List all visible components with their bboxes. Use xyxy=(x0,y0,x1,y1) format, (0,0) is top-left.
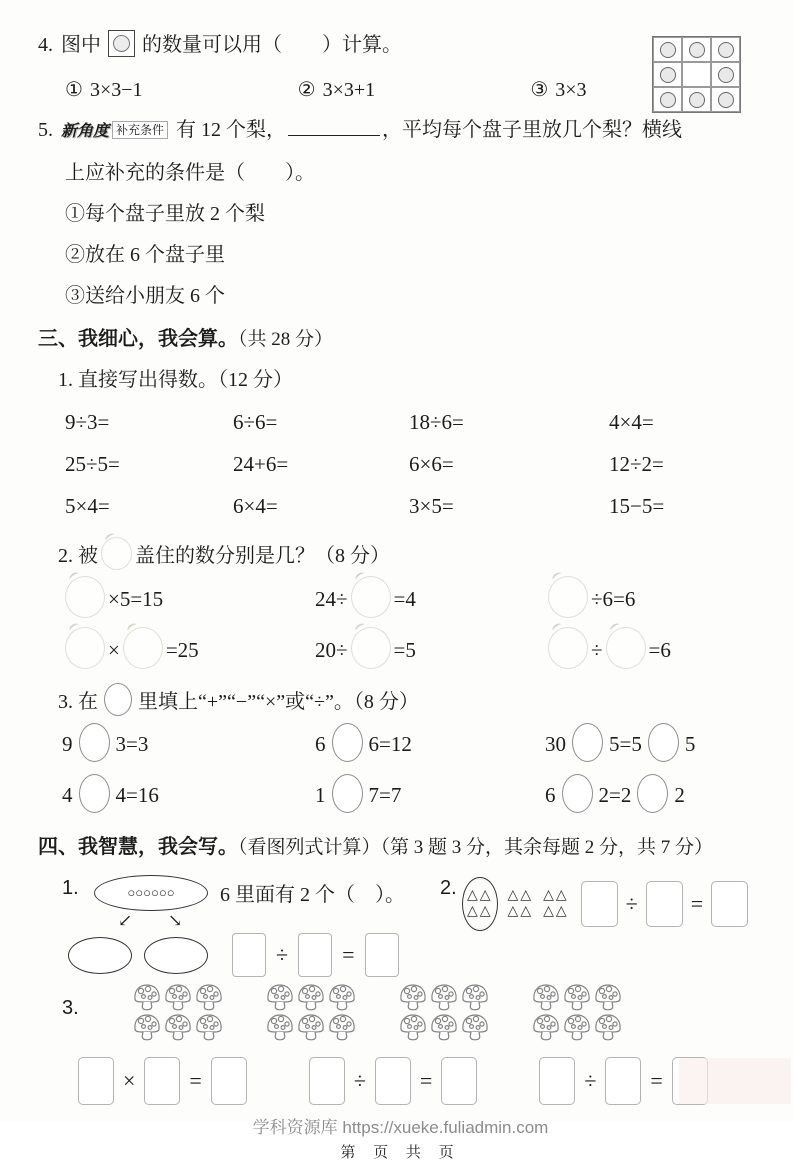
eq-text: 20÷ xyxy=(315,637,348,662)
eq-text: =4 xyxy=(393,586,416,611)
q1-caption: 6 里面有 2 个（ ）。 xyxy=(220,884,405,906)
answer-box xyxy=(605,1057,641,1105)
mushroom-icon xyxy=(194,983,224,1011)
covered-eq-4 xyxy=(62,627,315,669)
mushroom-icon xyxy=(593,1013,623,1041)
op-eq-2 xyxy=(315,723,545,762)
new-angle-tag: 新角度 xyxy=(61,123,110,140)
small-circle-icon: ○ xyxy=(166,885,175,900)
equals-sign: = xyxy=(690,891,704,916)
triangle-group: △△ △△ xyxy=(507,888,534,919)
option-2 xyxy=(298,76,531,104)
mushroom-icon xyxy=(531,1013,561,1041)
picture-problem-1 xyxy=(62,875,434,981)
eq-text: 24÷ xyxy=(315,586,348,611)
answer-box xyxy=(144,1057,180,1105)
section-3-score: （共 28 分） xyxy=(238,329,334,350)
peach-icon xyxy=(548,576,588,618)
circle-counter-icon xyxy=(718,42,734,58)
eq-text: 5 xyxy=(684,732,696,756)
small-circle-icon: ○ xyxy=(135,885,144,900)
question-5-option-2: ②放在 6 个盘子里 xyxy=(65,244,225,266)
answer-box xyxy=(441,1057,477,1105)
circle-counter-icon xyxy=(660,67,676,83)
mushroom-icon xyxy=(163,983,193,1011)
answer-box xyxy=(78,1057,114,1105)
question-4-text-before: 图中 xyxy=(61,34,101,56)
section-3-q3-title xyxy=(58,683,763,717)
q1-number: 1. xyxy=(62,877,79,899)
arith-cell: 6×4= xyxy=(233,494,278,518)
eq-text: =25 xyxy=(165,637,199,662)
q3-equations xyxy=(78,1057,763,1105)
q2-number: 2. xyxy=(440,877,457,899)
circle-counter-icon xyxy=(660,42,676,58)
triangle-groups xyxy=(462,877,569,931)
arithmetic-grid xyxy=(65,401,763,527)
arith-cell: 4×4= xyxy=(609,410,654,434)
small-circle-icon: ○ xyxy=(143,885,151,900)
watermark-text: 学科资源库 https://xueke.fuliadmin.com xyxy=(252,1118,549,1137)
section-3-header xyxy=(38,324,763,355)
operator-circle-icon xyxy=(562,774,593,813)
mushroom-icon xyxy=(562,1013,592,1041)
question-5-number: 5. xyxy=(38,119,53,141)
eq-text: 30 xyxy=(545,732,566,756)
arith-cell: 6×6= xyxy=(409,452,454,476)
covered-eq-5 xyxy=(315,627,545,669)
section-3-q2-title xyxy=(58,537,763,571)
times-operator: × xyxy=(123,1068,136,1093)
question-5-line-2: 上应补充的条件是（ ）。 xyxy=(65,162,315,184)
covered-number-row-2 xyxy=(62,622,763,673)
circle-counter-icon xyxy=(718,67,734,83)
peach-icon xyxy=(351,576,391,618)
section-4-q1-q2 xyxy=(62,875,763,981)
grid-cell xyxy=(653,62,682,87)
grid-cell xyxy=(711,37,740,62)
circle-counter-icon xyxy=(689,92,705,108)
mushroom-icon xyxy=(265,1013,295,1041)
q3-equation-2 xyxy=(309,1057,478,1105)
peach-icon xyxy=(65,576,105,618)
small-circle-icon: ○ xyxy=(158,885,167,900)
arith-cell: 9÷3= xyxy=(65,410,110,434)
mushroom-icon xyxy=(460,983,490,1011)
eq-text: 1 xyxy=(315,783,326,807)
equals-sign: = xyxy=(189,1068,202,1093)
divide-operator: ÷ xyxy=(625,891,638,916)
q2-title-post: 盖住的数分别是几？（8 分） xyxy=(135,545,390,567)
operator-circle-icon xyxy=(572,723,603,762)
question-5-text-b: ，平均每个盘子里放几个梨？横线 xyxy=(382,119,683,141)
eq-text: 6 xyxy=(315,732,326,756)
option-1 xyxy=(65,76,298,104)
mushroom-group xyxy=(531,983,624,1041)
eq-text: ×5=15 xyxy=(108,586,164,611)
arith-cell: 18÷6= xyxy=(409,410,464,434)
page-number-footer: 第 页 共 页 xyxy=(340,1145,461,1161)
grid-cell xyxy=(682,37,711,62)
empty-oval xyxy=(68,937,132,974)
question-5-option-1: ①每个盘子里放 2 个梨 xyxy=(65,203,265,225)
arith-cell: 15−5= xyxy=(609,494,665,518)
equals-sign: = xyxy=(342,942,355,967)
eq-text: =5 xyxy=(393,637,416,662)
mushroom-icon xyxy=(531,983,561,1011)
eq-text: 4 xyxy=(62,783,73,807)
eq-text: 4=16 xyxy=(115,783,159,807)
option-2-expr: 3×3+1 xyxy=(322,79,376,101)
question-5-option-3: ③送给小朋友 6 个 xyxy=(65,285,225,307)
answer-box xyxy=(711,881,748,927)
section-4-header xyxy=(38,832,763,863)
triangle-group: △△ △△ xyxy=(543,888,569,919)
operator-circle-icon xyxy=(79,723,110,762)
answer-box xyxy=(309,1057,345,1105)
q2-equation xyxy=(581,881,749,927)
arrow-down-right-icon: ↘ xyxy=(168,911,183,930)
covered-eq-3 xyxy=(545,576,763,618)
circle-counter-icon xyxy=(718,92,734,108)
operator-fill-row-2 xyxy=(62,768,763,819)
question-5-text-a: 有 12 个梨， xyxy=(176,119,287,141)
op-eq-6 xyxy=(545,774,763,813)
answer-box xyxy=(375,1057,411,1105)
answer-box xyxy=(211,1057,247,1105)
mushroom-icon xyxy=(460,1013,490,1041)
covered-eq-2 xyxy=(315,576,545,618)
eq-text: 6=12 xyxy=(368,732,412,756)
op-eq-1 xyxy=(62,723,315,762)
section-3-q1-title: 1. 直接写出得数。（12 分） xyxy=(58,369,293,391)
divide-operator: ÷ xyxy=(584,1068,597,1093)
eq-text: 2=2 xyxy=(598,783,632,807)
eq-text: =6 xyxy=(648,637,671,662)
grid-cell xyxy=(682,87,711,112)
question-4-text-after: 的数量可以用（ ）计算。 xyxy=(142,34,402,56)
grid-cell xyxy=(653,87,682,112)
answer-box xyxy=(232,933,266,977)
circle-counter-icon xyxy=(660,92,676,108)
q3-equation-1 xyxy=(78,1057,247,1105)
arrow-down-left-icon: ↙ xyxy=(118,911,133,930)
eq-text: 2 xyxy=(674,783,685,807)
divide-operator: ÷ xyxy=(353,1068,366,1093)
section-3-title: 三、我细心，我会算。 xyxy=(38,328,238,350)
peach-icon xyxy=(351,627,391,669)
option-3-expr: 3×3 xyxy=(555,79,587,101)
covered-number-row-1 xyxy=(62,571,763,622)
supplement-condition-tag: 补充条件 xyxy=(112,121,168,139)
peach-icon xyxy=(548,627,588,669)
answer-box xyxy=(365,933,399,977)
mushroom-group xyxy=(398,983,491,1041)
arith-cell: 25÷5= xyxy=(65,452,120,476)
covered-eq-1 xyxy=(62,576,315,618)
q3-number: 3. xyxy=(62,997,79,1019)
mushroom-icon xyxy=(398,983,428,1011)
mushroom-icon xyxy=(296,983,326,1011)
eq-text: 7=7 xyxy=(368,783,402,807)
circle-count-grid xyxy=(652,36,741,113)
eq-text: × xyxy=(108,637,120,662)
grid-cell xyxy=(711,62,740,87)
mushroom-icon xyxy=(194,1013,224,1041)
arith-cell: 24+6= xyxy=(233,452,289,476)
eq-text: 6 xyxy=(545,783,556,807)
question-4-number: 4. xyxy=(38,34,53,56)
eq-text: 5=5 xyxy=(609,732,642,756)
mushroom-icon xyxy=(132,983,162,1011)
blank-underline xyxy=(288,117,380,136)
operator-fill-row-1 xyxy=(62,717,763,768)
arith-cell: 12÷2= xyxy=(609,452,664,476)
mushroom-icon xyxy=(327,1013,357,1041)
mushroom-icon xyxy=(562,983,592,1011)
circle-in-box-icon xyxy=(108,30,135,57)
grid-cell xyxy=(711,87,740,112)
grid-cell xyxy=(653,37,682,62)
answer-box xyxy=(539,1057,575,1105)
mushroom-icon xyxy=(429,1013,459,1041)
answer-box xyxy=(581,881,618,927)
option-1-expr: 3×3−1 xyxy=(89,79,143,101)
question-5 xyxy=(38,115,763,311)
arith-cell: 6÷6= xyxy=(233,410,278,434)
q3-title-pre: 3. 在 xyxy=(58,691,98,713)
divide-operator: ÷ xyxy=(276,942,289,967)
mushroom-group xyxy=(265,983,358,1041)
peach-icon xyxy=(123,627,163,669)
option-3-badge: ③ xyxy=(530,79,549,101)
picture-problem-3 xyxy=(62,983,763,1105)
operator-circle-icon xyxy=(648,723,679,762)
operator-circle-icon xyxy=(332,774,363,813)
equals-sign: = xyxy=(419,1068,433,1093)
grid-cell xyxy=(682,62,711,87)
mushroom-groups xyxy=(132,983,763,1041)
q3-title-post: 里填上“+”“−”“×”或“÷”。（8 分） xyxy=(138,691,419,713)
peach-icon xyxy=(606,627,646,669)
eq-text: ÷6=6 xyxy=(591,586,636,611)
question-5-line-1 xyxy=(38,115,763,147)
triangle-group-circled: △△ △△ xyxy=(462,877,498,931)
mushroom-icon xyxy=(429,983,459,1011)
op-eq-4 xyxy=(62,774,315,813)
operator-circle-icon xyxy=(332,723,363,762)
q1-equation xyxy=(232,933,399,977)
op-eq-5 xyxy=(315,774,545,813)
option-1-badge: ① xyxy=(65,79,83,101)
small-circle-icon: ○ xyxy=(151,885,159,900)
section-4-subtitle: （看图列式计算）（第 3 题 3 分，其余每题 2 分，共 7 分） xyxy=(238,837,714,858)
mushroom-icon xyxy=(296,1013,326,1041)
pink-highlight-mark xyxy=(679,1058,791,1104)
option-2-badge: ② xyxy=(297,79,316,101)
mushroom-icon xyxy=(398,1013,428,1041)
arith-cell: 5×4= xyxy=(65,494,110,518)
mushroom-icon xyxy=(163,1013,193,1041)
covered-eq-6 xyxy=(545,627,763,669)
answer-box xyxy=(298,933,332,977)
peach-icon xyxy=(101,537,132,570)
six-circles-oval xyxy=(94,875,208,911)
equals-sign: = xyxy=(650,1068,663,1093)
peach-icon xyxy=(65,627,105,669)
picture-problem-2 xyxy=(440,875,763,981)
eq-text: ÷ xyxy=(591,637,603,662)
arith-cell: 3×5= xyxy=(409,494,454,518)
mushroom-icon xyxy=(327,983,357,1011)
operator-circle-icon xyxy=(104,683,132,716)
answer-box xyxy=(646,881,683,927)
q2-title-pre: 2. 被 xyxy=(58,545,98,567)
mushroom-group xyxy=(132,983,225,1041)
mushroom-icon xyxy=(132,1013,162,1041)
mushroom-icon xyxy=(593,983,623,1011)
section-4-title: 四、我智慧，我会写。 xyxy=(38,836,238,858)
mushroom-icon xyxy=(265,983,295,1011)
circle-counter-icon xyxy=(689,42,705,58)
operator-circle-icon xyxy=(637,774,668,813)
op-eq-3 xyxy=(545,723,763,762)
eq-text: 9 xyxy=(62,732,73,756)
empty-oval xyxy=(144,937,208,974)
eq-text: 3=3 xyxy=(115,732,149,756)
operator-circle-icon xyxy=(79,774,110,813)
small-circle-icon: ○ xyxy=(127,885,136,900)
